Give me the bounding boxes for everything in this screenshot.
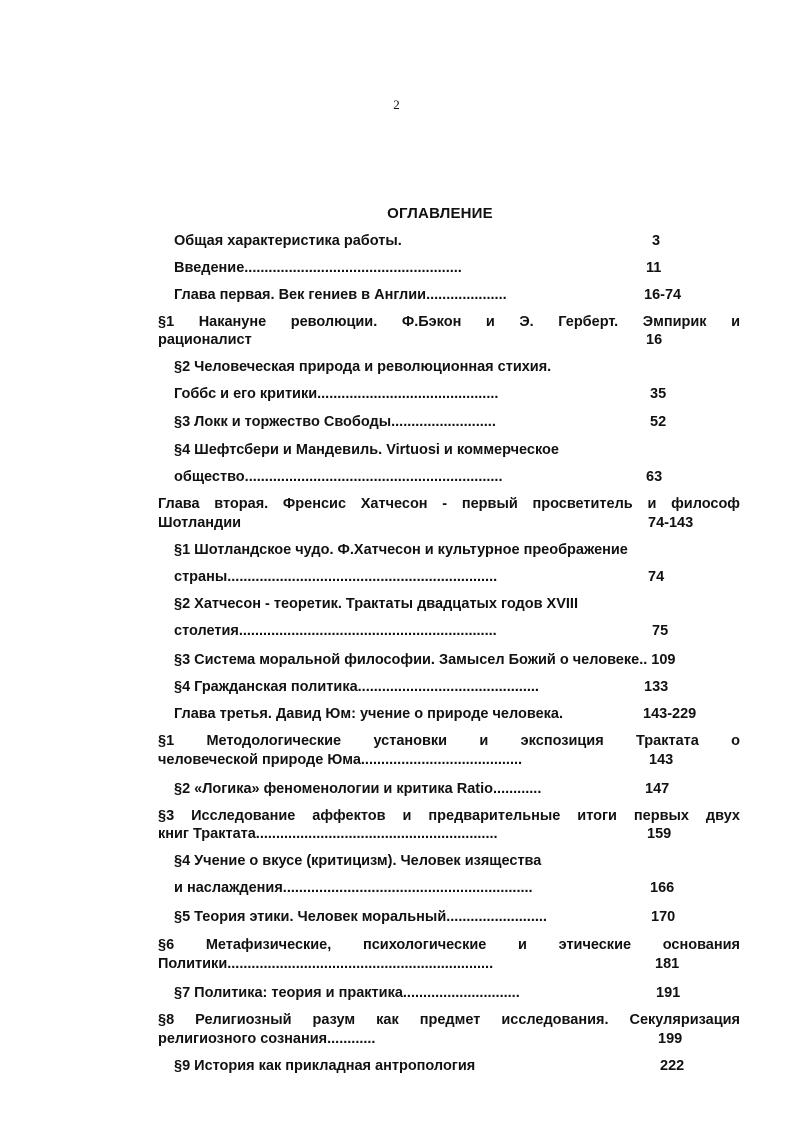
toc-entry-page: 52: [650, 414, 667, 430]
toc-entry-text: §7 Политика: теория и практика.............................: [174, 985, 520, 1001]
toc-entry-text: §2 «Логика» феноменологии и критика Ratio............: [174, 781, 542, 797]
toc-entry-page: 63: [646, 469, 663, 485]
toc-entry-text: §9 История как прикладная антропология: [174, 1058, 476, 1074]
toc-entry-text: §2 Человеческая природа и революционная стихия.: [174, 359, 552, 375]
toc-entry-page: 181: [655, 956, 680, 972]
toc-entry-page: 75: [652, 623, 669, 639]
toc-entry-text: §2 Хатчесон - теоретик. Трактаты двадцатых годов XVIII: [174, 596, 578, 612]
toc-entry-page: 191: [656, 985, 681, 1001]
toc-entry-text: §5 Теория этики. Человек моральный.........................: [174, 909, 547, 925]
toc-entry-page: 170: [651, 909, 676, 925]
toc-entry-page: 147: [645, 781, 670, 797]
toc-entry-text-cont: человеческой природе Юма........................................: [158, 752, 523, 768]
toc-entry-page: 199: [658, 1031, 683, 1047]
toc-entry-page: 133: [644, 679, 669, 695]
toc-entry-text: §3 Исследование аффектов и предварительные итоги первых двух: [158, 808, 740, 824]
toc-entry-page: 143: [649, 752, 674, 768]
toc-entry-text: §4 Шефтсбери и Мандевиль. Virtuosi и коммерческое: [174, 442, 559, 458]
toc-entry-text-cont: и наслаждения..............................................................: [174, 880, 533, 896]
toc-entry-text-cont: религиозного сознания............: [158, 1031, 376, 1047]
toc-entry-page: 16-74: [644, 287, 682, 303]
toc-entry-text-cont: страны...................................................................: [174, 569, 498, 585]
page-number: 2: [393, 97, 400, 112]
toc-entry-page: 35: [650, 386, 667, 402]
toc-entry-text-cont: рационалист: [158, 332, 252, 348]
toc-entry-text: Общая характеристика работы.: [174, 233, 402, 249]
toc-entry-page: 11: [646, 260, 662, 276]
toc-entry-text: §4 Гражданская политика.............................................: [174, 679, 539, 695]
toc-entry-text: §3 Система моральной философии. Замысел Божий о человеке.. 109: [174, 652, 676, 668]
toc-entry-page: 222: [660, 1058, 685, 1074]
toc-entry-text: §8 Религиозный разум как предмет исследования. Секуляризация: [158, 1012, 740, 1028]
toc-entry-page: 166: [650, 880, 675, 896]
toc-entry-page: 74: [648, 569, 665, 585]
toc-title: ОГЛАВЛЕНИЕ: [387, 205, 493, 222]
toc-entry-page: 16: [646, 332, 663, 348]
toc-entry-text-cont: Политики..................................................................: [158, 956, 494, 972]
toc-entry-text: Глава первая. Век гениев в Англии....................: [174, 287, 507, 303]
toc-entry-text: §1 Накануне революции. Ф.Бэкон и Э. Герберт. Эмпирик и: [158, 314, 740, 330]
toc-entry-text: §3 Локк и торжество Свободы..........................: [174, 414, 496, 430]
toc-entry-text: §1 Шотландское чудо. Ф.Хатчесон и культурное преображение: [174, 542, 628, 558]
toc-entry-text-cont: столетия................................................................: [174, 623, 497, 639]
toc-entry-text-cont: Шотландии: [158, 515, 242, 531]
toc-entry-page: 3: [652, 233, 661, 249]
toc-entry-text-cont: книг Трактата............................................................: [158, 826, 498, 842]
toc-entry-text: §6 Метафизические, психологические и этические основания: [158, 937, 740, 953]
toc-entry-text-cont: Гоббс и его критики.............................................: [174, 386, 499, 402]
toc-entry-text: Введение......................................................: [174, 260, 462, 276]
toc-entry-page: 143-229: [643, 706, 697, 722]
toc-entry-page: 159: [647, 826, 672, 842]
toc-entry-text-cont: общество................................................................: [174, 469, 503, 485]
toc-entry-text: Глава третья. Давид Юм: учение о природе человека.: [174, 706, 563, 722]
toc-entry-text: §4 Учение о вкусе (критицизм). Человек изящества: [174, 853, 542, 869]
toc-entry-text: Глава вторая. Френсис Хатчесон - первый просветитель и философ: [158, 496, 740, 512]
toc-entry-text: §1 Методологические установки и экспозиция Трактата о: [158, 733, 740, 749]
toc-entry-page: 74-143: [648, 515, 694, 531]
